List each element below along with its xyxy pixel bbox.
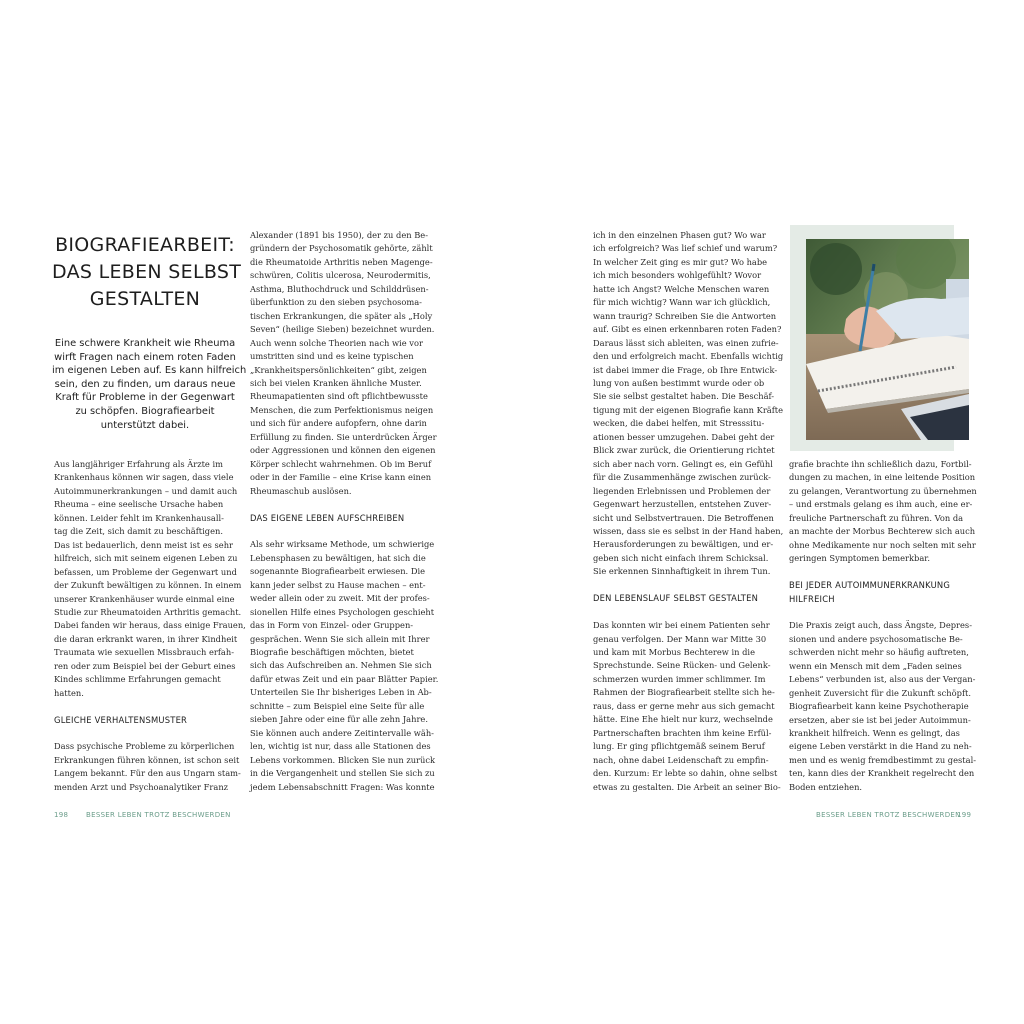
text-line: Lebens vorkommen. Blicken Sie nun zurück [250, 754, 436, 765]
text-line: tischen Erkrankungen, die später als „Holy [250, 310, 433, 321]
text-line: befassen, um Probleme der Gegenwart und [54, 566, 237, 577]
text-line: sein, den zu finden, um daraus neue [54, 378, 236, 390]
column-2-paragraph-1 [250, 229, 437, 498]
text-line: Eine schwere Krankheit wie Rheuma [54, 338, 236, 349]
text-line: überfunktion zu den sieben psychosoma- [250, 297, 422, 308]
text-line: sieben Jahre oder eine für alle zehn Jahre. [250, 714, 428, 725]
text-line: Das ist bedauerlich, denn meist ist es sehr [54, 539, 234, 550]
column-1 [54, 458, 246, 794]
text-line: Rheumaschub auslösen. [250, 485, 352, 496]
text-line: In welcher Zeit ging es mir gut? Wo habe [593, 256, 768, 267]
text-line: ren oder zum Beispiel bei der Geburt eines [54, 660, 236, 671]
text-line: raus, dass er gerne mehr aus sich gemacht [593, 700, 775, 711]
text-line: Rheumapatienten sind oft pflichtbewusste [250, 391, 428, 402]
text-line: unserer Krankenhäuser wurde einmal eine [54, 593, 235, 604]
text-line: „Krankheitspersönlichkeiten“ gibt, zeigen [250, 364, 427, 375]
text-line: tag die Zeit, sich damit zu beschäftigen. [54, 526, 223, 537]
text-line: weder allein oder zu zweit. Mit der profes- [250, 593, 430, 604]
text-line: den und erfolgreich macht. Ebenfalls wichtig [593, 351, 784, 362]
text-line: die Rheumatoide Arthritis neben Magenge- [250, 256, 433, 267]
text-line: – und erstmals gelang es ihm auch, eine er- [789, 499, 973, 510]
text-line: grafie brachte ihn schließlich dazu, Fortbil- [789, 459, 972, 469]
text-line: das in Form von Einzel- oder Gruppen- [250, 620, 414, 631]
column-2-paragraph-2 [250, 538, 439, 794]
text-line: Lebensphasen zu bewältigen, hat sich die [250, 552, 426, 563]
text-line: Rahmen der Biografiearbeit stellte sich he- [593, 687, 775, 698]
text-line: sogenannte Biografiearbeit erwiesen. Die [250, 566, 426, 577]
text-line: oder Aggressionen und können den eigenen [250, 445, 436, 456]
running-title-right: BESSER LEBEN TROTZ BESCHWERDEN [816, 811, 961, 819]
text-line: liegenden Erlebnissen und Problemen der [593, 485, 771, 496]
text-line: gründern der Psychosomatik gehörte, zählt [250, 243, 433, 254]
text-line: den. Kurzum: Er lebte so dahin, ohne selbst [593, 768, 778, 779]
text-line: Asthma, Bluthochdruck und Schilddrüsen- [250, 283, 429, 294]
text-line: gesprächen. Wenn Sie sich allein mit Ihrer [250, 633, 430, 644]
column-1-paragraph-1 [54, 458, 246, 700]
text-line: zu schöpfen. Biografiearbeit [75, 405, 215, 417]
text-line: die daran erkrankt waren, in ihrer Kindheit [54, 633, 238, 644]
text-line: Blick zwar zurück, die Orientierung richtet [593, 445, 775, 456]
text-line: Unterteilen Sie Ihr bisheriges Leben in Ab- [250, 687, 432, 698]
text-line: Aus langjähriger Erfahrung als Ärzte im [54, 459, 224, 469]
column-3-paragraph-1 [593, 229, 784, 579]
text-line: Boden entziehen. [789, 781, 863, 792]
text-line: Erfüllung zu finden. Sie unterdrücken Ärger [250, 431, 437, 442]
text-line: Seven“ (heilige Sieben) bezeichnet wurden. [250, 324, 435, 335]
text-line: Sie können auch andere Zeitintervalle wäh- [250, 727, 434, 738]
text-line: Partnerschaften brachten ihm keine Erfül- [593, 727, 772, 738]
text-line: Kindes schlimme Erfahrungen gemacht [54, 674, 221, 685]
text-line: unterstützt dabei. [100, 419, 190, 431]
text-line: HILFREICH [789, 593, 835, 604]
text-line: ist dabei immer die Frage, ob Ihre Entwick- [593, 364, 778, 375]
text-line: Menschen, die zum Perfektionismus neigen [250, 404, 434, 415]
text-line: Herausforderungen zu bewältigen, und er- [593, 539, 774, 550]
text-line: wissen, dass sie es selbst in der Hand haben, [593, 525, 784, 536]
page-number-left: 198 [54, 811, 69, 819]
text-line: len, wichtig ist nur, dass alle Stationen des [250, 741, 431, 752]
chapter-intro [52, 337, 247, 432]
text-line: Die Praxis zeigt auch, dass Ängste, Depres- [789, 620, 972, 631]
text-line: dungen zu machen, in eine leitende Position [789, 472, 976, 483]
text-line: Daraus lässt sich ableiten, was einen zufrie- [593, 337, 779, 348]
column-1-paragraph-2 [54, 740, 241, 794]
text-line: krankheit hilfreich. Wenn es gelingt, das [789, 728, 960, 739]
text-line: ich in den einzelnen Phasen gut? Wo war [593, 230, 766, 240]
text-line: BIOGRAFIEARBEIT: [55, 234, 235, 256]
subheading-bei-jeder-autoimmunerkrankung [789, 579, 971, 606]
text-line: men und es wenig fremdbestimmt zu gestal- [789, 754, 977, 765]
text-line: wirft Fragen nach einem roten Faden [54, 351, 236, 363]
text-line: sicht und Selbstvertrauen. Die Betroffenen [593, 512, 774, 523]
text-line: sich aber nach vorn. Gelingt es, ein Gefühl [593, 458, 773, 469]
chapter-title [52, 232, 242, 313]
text-line: Biografiearbeit kann keine Psychotherapie [789, 701, 969, 712]
text-line: und sich für andere aufopfern, ohne darin [250, 418, 427, 429]
text-line: Traumata wie sexuellen Missbrauch erfah- [54, 647, 235, 658]
text-line: schmerzen wurden immer schlimmer. Im [593, 673, 766, 684]
text-line: sich bei vielen Kranken ähnliche Muster. [250, 377, 422, 388]
text-line: ersetzen, aber sie ist bei jeder Autoimmun- [789, 714, 971, 725]
text-line: Erkrankungen führen können, ist schon seit [54, 754, 240, 765]
text-line: sich das Aufschreiben an. Nehmen Sie sich [250, 660, 432, 671]
text-line: können. Leider fehlt im Krankenhausall- [54, 512, 224, 523]
text-line: ten, kann dies der Krankheit regelrecht den [789, 768, 975, 779]
text-line: Als sehr wirksame Methode, um schwierige [250, 539, 435, 550]
subheading-gleiche-verhaltensmuster: GLEICHE VERHALTENSMUSTER [54, 714, 188, 725]
text-line: und kam mit Morbus Bechterew in die [593, 647, 755, 658]
text-line: Alexander (1891 bis 1950), der zu den Be- [250, 230, 429, 240]
text-line: Auch wenn solche Theorien nach wie vor [250, 337, 423, 348]
text-line: Lebens“ verbunden ist, also aus der Vergan- [789, 674, 976, 685]
text-line: geringen Symptomen bemerkbar. [789, 553, 930, 564]
text-line: Langem bekannt. Für den aus Ungarn stam- [54, 768, 241, 779]
text-line: geben sich nicht einfach ihrem Schicksal. [593, 552, 769, 563]
text-line: zu gelangen, Verantwortung zu übernehmen [789, 485, 977, 496]
photo-hand-writing-notebook [806, 239, 969, 440]
text-line: der Zukunft bewältigen zu können. In einem [54, 580, 242, 591]
text-line: freuliche Partnerschaft zu führen. Von da [789, 512, 964, 523]
text-line: DAS LEBEN SELBST [52, 261, 242, 283]
text-line: schwüren, Colitis ulcerosa, Neurodermitis, [250, 270, 431, 281]
text-line: auf. Gibt es einen erkennbaren roten Faden? [593, 324, 782, 335]
text-line: schwerden nicht mehr so häufig auftreten, [789, 647, 969, 658]
text-line: menden Arzt und Psychoanalytiker Franz [54, 781, 229, 792]
text-line: ich mich besonders wohlgefühlt? Wovor [593, 270, 762, 281]
page-number-right: 199 [957, 811, 972, 819]
column-4 [789, 458, 977, 794]
text-line: wann traurig? Schreiben Sie die Antworten [593, 310, 777, 321]
text-line: Kraft für Probleme in der Gegenwart [55, 392, 235, 404]
running-title-left: BESSER LEBEN TROTZ BESCHWERDEN [86, 811, 231, 819]
column-4-paragraph-2 [789, 619, 977, 794]
text-line: sionen und andere psychosomatische Be- [789, 633, 963, 644]
text-line: etwas zu gestalten. Die Arbeit an seiner Bio- [593, 781, 781, 792]
text-line: eigene Leben verstärkt in die Hand zu neh- [789, 741, 972, 752]
text-line: wecken, die dabei helfen, mit Stresssitu- [593, 418, 765, 429]
text-line: Rheuma – eine seelische Ursache haben [54, 499, 224, 510]
text-line: tigung mit der eigenen Biografie kann Kräfte [593, 404, 784, 415]
subheading-das-eigene-leben: DAS EIGENE LEBEN AUFSCHREIBEN [250, 512, 405, 523]
column-3 [593, 229, 784, 794]
text-line: wenn ein Mensch mit dem „Faden seines [789, 660, 962, 671]
text-line: Biografie beschäftigen möchten, bietet [250, 647, 414, 658]
text-line: hätte. Eine Ehe hielt nur kurz, wechselnde [593, 714, 773, 725]
text-line: Das konnten wir bei einem Patienten sehr [593, 620, 770, 631]
text-line: Gegenwart herzustellen, entstehen Zuver- [593, 499, 772, 510]
text-line: ohne Medikamente nur noch selten mit sehr [789, 539, 976, 550]
text-line: ich erfolgreich? Was lief schief und warum? [593, 243, 778, 254]
text-line: GESTALTEN [89, 288, 201, 310]
column-4-paragraph-1 [789, 458, 977, 566]
text-line: jedem Lebensabschnitt Fragen: Was konnte [250, 781, 435, 792]
text-line: Sie erkennen Sinnhaftigkeit in ihrem Tun. [593, 566, 771, 577]
text-line: Studie zur Rheumatoiden Arthritis gemacht. [54, 606, 242, 617]
text-line: für mich wichtig? Wann war ich glücklich, [593, 297, 771, 308]
text-line: ationen besser umzugehen. Dabei geht der [593, 431, 775, 442]
text-line: genau verfolgen. Der Mann war Mitte 30 [593, 633, 767, 644]
text-line: Dass psychische Probleme zu körperlichen [54, 741, 235, 752]
text-line: BEI JEDER AUTOIMMUNERKRANKUNG [789, 580, 951, 591]
text-line: Autoimmunerkrankungen – und damit auch [54, 485, 238, 496]
text-line: lung von außen bestimmt wurde oder ob [593, 377, 765, 388]
text-line: lung. Er ging pflichtgemäß seinem Beruf [593, 741, 765, 752]
text-line: für die Zusammenhänge zwischen zurück- [593, 472, 771, 483]
text-line: Sprechstunde. Seine Rücken- und Gelenk- [593, 660, 771, 671]
text-line: oder in der Familie – eine Krise kann einen [250, 472, 432, 483]
text-line: hatte ich Angst? Welche Menschen waren [593, 283, 770, 294]
text-line: schnitte – zum Beispiel eine Seite für alle [250, 700, 425, 711]
column-2 [250, 229, 439, 794]
column-3-paragraph-2 [593, 619, 781, 794]
text-line: im eigenen Leben auf. Es kann hilfreich [52, 365, 247, 377]
text-line: sionellen Hilfe eines Psychologen geschieht [250, 606, 435, 617]
text-line: nach, ohne dabei Leidenschaft zu empfin- [593, 754, 769, 765]
text-line: kann jeder selbst zu Hause machen – ent- [250, 579, 426, 590]
text-line: Krankenhaus können wir sagen, dass viele [54, 472, 234, 483]
text-line: dafür etwas Zeit und ein paar Blätter Papier. [250, 673, 439, 684]
text-line: umstritten sind und es keine typischen [250, 351, 414, 362]
text-line: Sie sie selbst gestaltet haben. Die Beschäf- [593, 391, 775, 402]
text-line: genheit Zuversicht für die Zukunft schöpft. [789, 687, 971, 698]
subheading-den-lebenslauf: DEN LEBENSLAUF SELBST GESTALTEN [593, 593, 759, 604]
text-line: hatten. [54, 687, 84, 698]
text-line: in die Vergangenheit und stellen Sie sich zu [250, 768, 435, 779]
text-line: Körper schlecht wahrnehmen. Ob im Beruf [250, 458, 432, 469]
text-line: hilfreich, sich mit seinem eigenen Leben zu [54, 553, 238, 564]
text-line: an machte der Morbus Bechterew sich auch [789, 526, 976, 537]
text-line: Dabei fanden wir heraus, dass einige Frauen, [54, 620, 246, 631]
